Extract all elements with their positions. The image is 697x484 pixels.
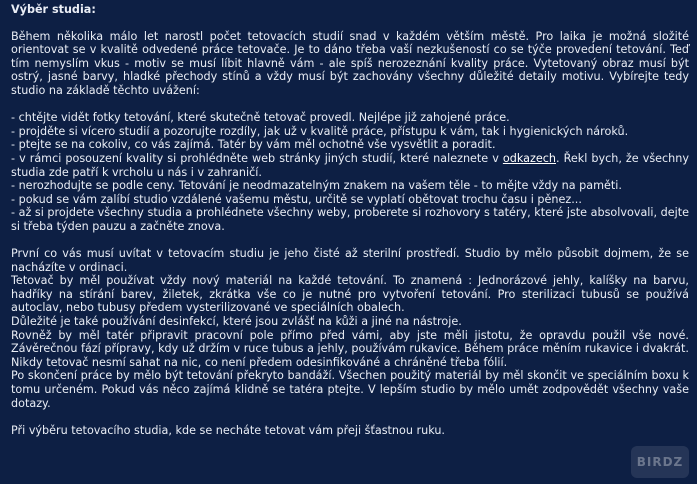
links-link[interactable]: odkazech [502, 151, 556, 165]
spacer [11, 98, 689, 112]
hygiene-paragraph-materials: Tetovač by měl používat vždy nový materiál na každé tetování. To znamená : Jednorázové jehly, kalíšky na barvu, hadříky na stírání barev, žiletek, zkrátka vše co je nutné pro vytvoření tetování. Pro sterilizaci tubusů se používá autoclav, nebo tubusy předem vysterilizované ve speciálních obalech. [11, 274, 689, 315]
tip-travel: - pokud se vám zalíbí studio vzdálené vašemu městu, určitě se vyplatí obětovat trochu času i pěnez... [11, 192, 582, 206]
birdz-watermark: BIRDZ [631, 446, 689, 478]
tip-check-websites-text-before: - v rámci posouzení kvality si prohlédněte web stránky jiných studií, které naleznete v [11, 151, 503, 165]
intro-paragraph: Během několika málo let narostl počet tetovacích studií snad v každém větším městě. Pro laika je možná složité orientovat se v kvalitě odvedené práce tetovače. Je to dáno třeba vaší nezkušeností co se týče provedení tetování. Teď tím nemyslím vkus - motiv se musí líbit hlavně vám - ale spíš nerozeznání kvality práce. Vytetovaný obraz musí být ostrý, jasné barvy, hladké přechody stínů a vždy musí být zachovány všechny důležité detaily motivu. Vybírejte tedy studio na základě těchto uvážení: [11, 29, 689, 97]
article [11, 0, 689, 437]
tip-price: - nerozhodujte se podle ceny. Tetování je neodmazatelným znakem na vašem těle - to mějte vždy na paměti. [11, 179, 622, 193]
hygiene-paragraph-environment: První co vás musí uvítat v tetovacím studiu je jeho čisté až sterilní prostředí. Studio by mělo působit dojmem, že se nacházíte v ordinaci. [11, 247, 689, 274]
tip-check-websites [11, 152, 689, 179]
closing-paragraph: Při výběru tetovacího studia, kde se necháte tetovat vám přeji šťastnou ruku. [11, 423, 445, 437]
tip-check-websites-text-after: . Řekl bych, že všechny studia zde patří k vrcholu u nás i v zahraničí. [11, 151, 689, 179]
tip-photos: - chtějte vidět fotky tetování, které skutečně tetovač provedl. Nejlépe již zahojené práce. [11, 111, 510, 125]
spacer [11, 234, 689, 248]
hygiene-paragraph-aftercare: Po skončení práce by mělo být tetování překryto bandáží. Všechen použitý materiál by měl skončit ve speciálním boxu k tomu určeném. Pokud vás něco zajímá klidně se tatéra ptejte. V lepším studio by mělo umět zodpovědět všechny vaše dotazy. [11, 369, 689, 410]
tip-pause: - až si projdete všechny studia a prohlédnete všechny weby, proberete si rozhovory s tatéry, které jste absolvovali, dejte si třeba týden pauzu a začněte znova. [11, 206, 689, 233]
tip-ask-questions: - ptejte se na cokoliv, co vás zajímá. Tatér by vám měl ochotně vše vysvětlit a poradit. [11, 138, 496, 152]
hygiene-paragraph-disinfection: Důležité je také používání desinfekcí, které jsou zvlášť na kůži a jiné na nástroje. [11, 315, 462, 329]
spacer [11, 410, 689, 424]
section-heading: Výběr studia: [11, 3, 96, 16]
hygiene-paragraph-preparation: Rovněž by měl tatér připravit pracovní pole přímo před vámi, aby jste měli jistotu, že opravdu použil vše nové. Závěrečnou fází přípravy, kdy už držím v ruce tubus a jehly, používám rukavice. Během práce měním rukavice i dvakrát. Nikdy tetovač nesmí sahat na nic, co není předem odesinfikováné a chráněné třeba fólií. [11, 328, 689, 369]
tip-compare-studios: - projděte si vícero studií a pozorujte rozdíly, jak už v kvalitě práce, přístupu k vám, tak i hygienických nároků. [11, 124, 629, 138]
